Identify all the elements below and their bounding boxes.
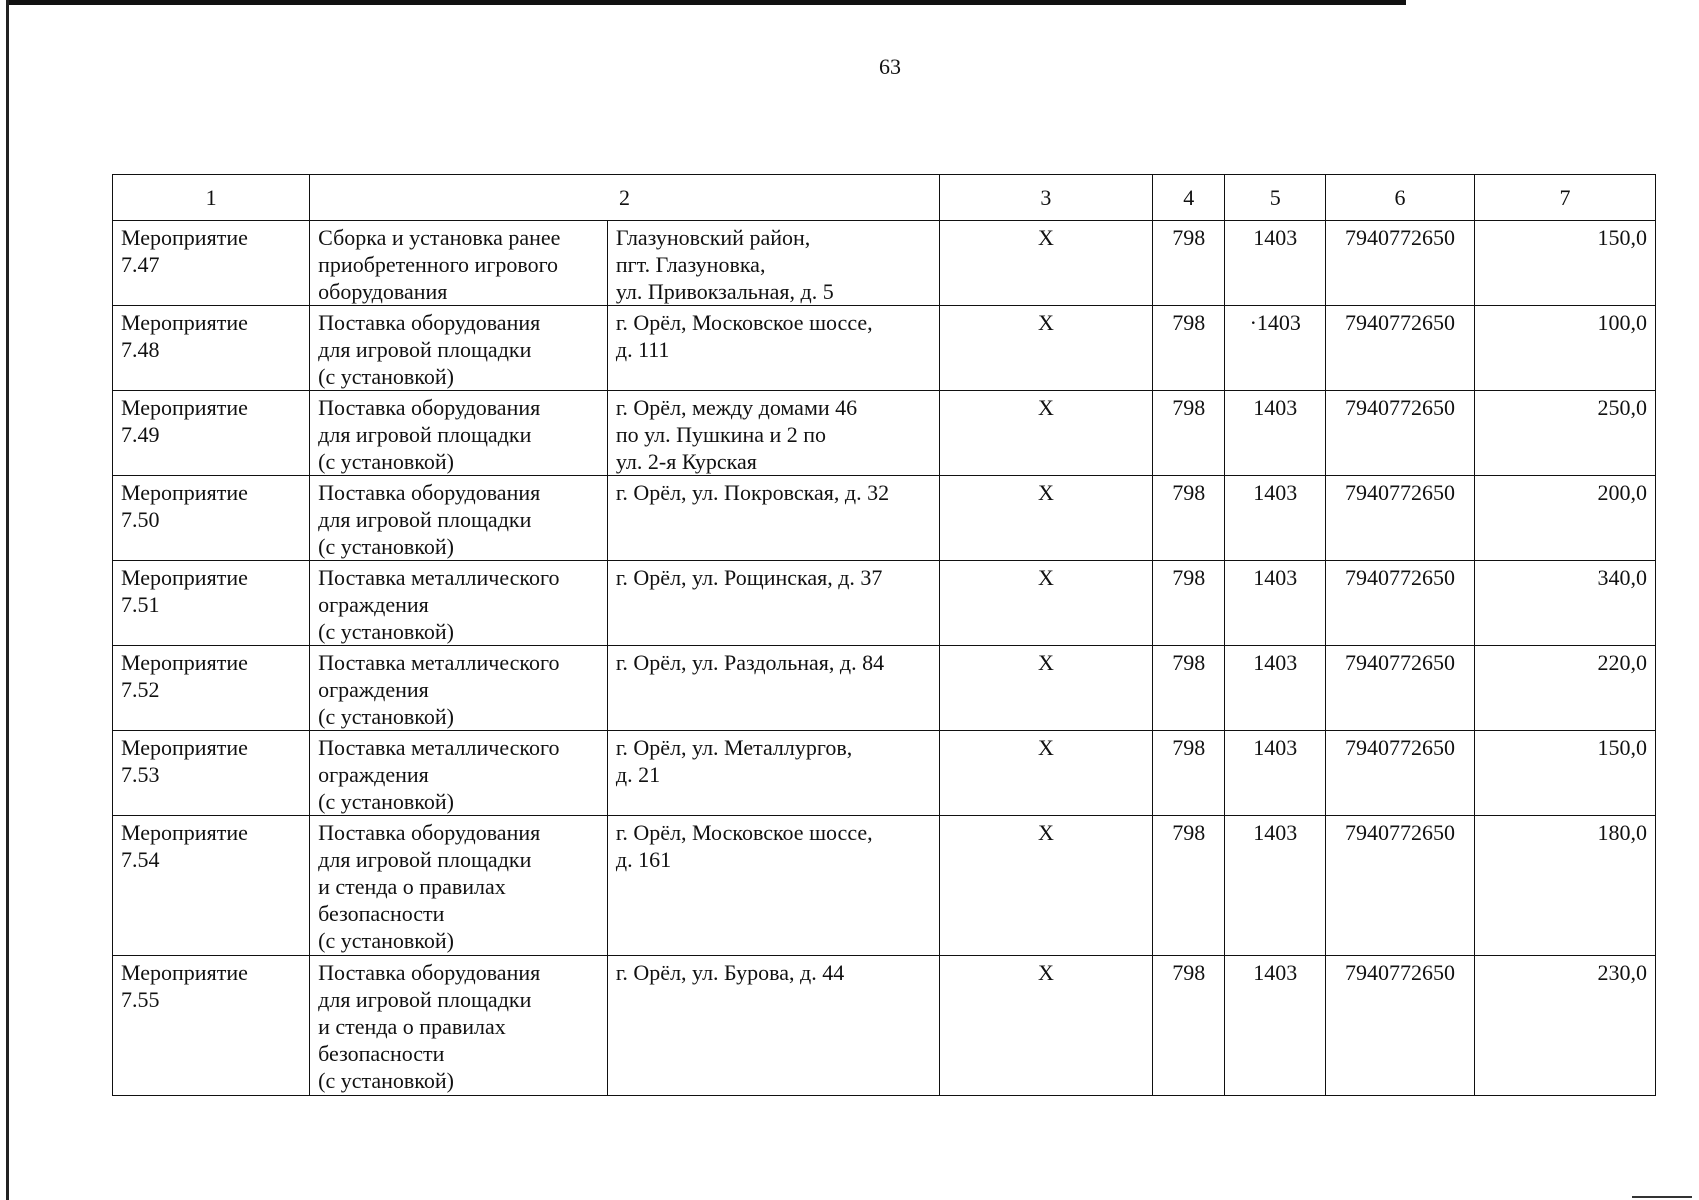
col3-cell: Х (939, 956, 1152, 1096)
event-cell (113, 221, 310, 306)
description-cell-line: (с установкой) (318, 1068, 454, 1093)
address-cell-line: г. Орёл, Московское шоссе, (615, 310, 873, 335)
event-cell (113, 731, 310, 816)
event-cell-line: Мероприятие (121, 225, 248, 250)
description-cell-line: Поставка оборудования (318, 395, 541, 420)
description-cell-line: для игровой площадки (318, 337, 532, 362)
description-cell-line: Поставка металлического (318, 735, 560, 760)
description-cell-line: (с установкой) (318, 789, 454, 814)
col4-cell: 798 (1153, 561, 1225, 646)
header-col-2: 2 (310, 175, 940, 221)
col7-cell: 230,0 (1474, 956, 1655, 1096)
address-cell (607, 816, 939, 956)
description-cell-line: приобретенного игрового (318, 252, 559, 277)
description-cell-line: безопасности (318, 901, 445, 926)
event-cell-line: Мероприятие (121, 960, 248, 985)
event-cell-line: 7.48 (121, 337, 160, 362)
col6-cell: 7940772650 (1326, 476, 1475, 561)
col5-cell: 1403 (1225, 221, 1326, 306)
event-cell-line: Мероприятие (121, 480, 248, 505)
event-cell-line: 7.49 (121, 422, 160, 447)
address-cell-line: г. Орёл, ул. Раздольная, д. 84 (615, 650, 885, 675)
description-cell-line: Поставка оборудования (318, 960, 541, 985)
description-cell-line: ограждения (318, 762, 429, 787)
col7-cell: 250,0 (1474, 391, 1655, 476)
address-cell-line: д. 21 (615, 762, 661, 787)
event-cell (113, 956, 310, 1096)
scan-top-border (6, 0, 1406, 5)
col6-cell: 7940772650 (1326, 731, 1475, 816)
table-row (113, 956, 1656, 1096)
table-row (113, 816, 1656, 956)
description-cell (310, 221, 608, 306)
description-cell-line: Сборка и установка ранее (318, 225, 561, 250)
description-cell-line: (с установкой) (318, 619, 454, 644)
event-cell (113, 561, 310, 646)
address-cell (607, 391, 939, 476)
col5-cell: ·1403 (1225, 306, 1326, 391)
col6-cell: 7940772650 (1326, 221, 1475, 306)
description-cell-line: оборудования (318, 279, 448, 304)
address-cell (607, 306, 939, 391)
address-cell-line: г. Орёл, ул. Рощинская, д. 37 (615, 565, 883, 590)
col7-cell: 220,0 (1474, 646, 1655, 731)
address-cell-line: г. Орёл, ул. Металлургов, (615, 735, 853, 760)
description-cell-line: ограждения (318, 677, 429, 702)
address-cell-line: д. 161 (615, 847, 672, 872)
event-cell-line: 7.54 (121, 847, 160, 872)
description-cell-line: (с установкой) (318, 534, 454, 559)
description-cell (310, 391, 608, 476)
event-cell-line: Мероприятие (121, 735, 248, 760)
header-col-3: 3 (939, 175, 1152, 221)
description-cell-line: (с установкой) (318, 704, 454, 729)
description-cell-line: ограждения (318, 592, 429, 617)
description-cell-line: и стенда о правилах (318, 874, 506, 899)
event-cell-line: 7.52 (121, 677, 160, 702)
description-cell (310, 816, 608, 956)
col4-cell: 798 (1153, 816, 1225, 956)
address-cell (607, 221, 939, 306)
description-cell (310, 956, 608, 1096)
col3-cell: Х (939, 646, 1152, 731)
event-cell-line: Мероприятие (121, 565, 248, 590)
description-cell-line: для игровой площадки (318, 507, 532, 532)
col5-cell: 1403 (1225, 476, 1326, 561)
scan-left-border (6, 0, 9, 1200)
col7-cell: 150,0 (1474, 731, 1655, 816)
col7-cell: 340,0 (1474, 561, 1655, 646)
header-col-4: 4 (1153, 175, 1225, 221)
events-table (112, 174, 1656, 1096)
header-col-6: 6 (1326, 175, 1475, 221)
table-row (113, 731, 1656, 816)
col3-cell: Х (939, 306, 1152, 391)
header-col-5: 5 (1225, 175, 1326, 221)
table-row (113, 476, 1656, 561)
event-cell-line: Мероприятие (121, 395, 248, 420)
col5-cell: 1403 (1225, 646, 1326, 731)
col4-cell: 798 (1153, 476, 1225, 561)
event-cell (113, 391, 310, 476)
address-cell (607, 956, 939, 1096)
description-cell-line: и стенда о правилах (318, 1014, 506, 1039)
col6-cell: 7940772650 (1326, 646, 1475, 731)
description-cell-line: для игровой площадки (318, 847, 532, 872)
table-row (113, 221, 1656, 306)
address-cell-line: по ул. Пушкина и 2 по (615, 422, 827, 447)
col3-cell: Х (939, 561, 1152, 646)
address-cell (607, 476, 939, 561)
description-cell-line: Поставка оборудования (318, 310, 541, 335)
event-cell (113, 306, 310, 391)
description-cell (310, 646, 608, 731)
description-cell-line: Поставка металлического (318, 565, 560, 590)
col7-cell: 180,0 (1474, 816, 1655, 956)
table-row (113, 561, 1656, 646)
description-cell-line: (с установкой) (318, 928, 454, 953)
col3-cell: Х (939, 731, 1152, 816)
event-cell (113, 646, 310, 731)
event-cell (113, 816, 310, 956)
event-cell-line: 7.55 (121, 987, 160, 1012)
address-cell-line: г. Орёл, Московское шоссе, (615, 820, 873, 845)
event-cell (113, 476, 310, 561)
description-cell-line: Поставка оборудования (318, 480, 541, 505)
col6-cell: 7940772650 (1326, 391, 1475, 476)
table-header (113, 175, 1656, 221)
col3-cell: Х (939, 221, 1152, 306)
col6-cell: 7940772650 (1326, 816, 1475, 956)
address-cell-line: ул. 2-я Курская (615, 449, 757, 474)
address-cell (607, 646, 939, 731)
description-cell-line: для игровой площадки (318, 987, 532, 1012)
col3-cell: Х (939, 476, 1152, 561)
description-cell-line: для игровой площадки (318, 422, 532, 447)
page-number: 63 (879, 54, 901, 79)
description-cell (310, 476, 608, 561)
col7-cell: 150,0 (1474, 221, 1655, 306)
table-row (113, 391, 1656, 476)
event-cell-line: Мероприятие (121, 310, 248, 335)
header-row (113, 175, 1656, 221)
address-cell-line: г. Орёл, между домами 46 (615, 395, 858, 420)
col4-cell: 798 (1153, 646, 1225, 731)
table-row (113, 306, 1656, 391)
event-cell-line: Мероприятие (121, 820, 248, 845)
event-cell-line: 7.47 (121, 252, 160, 277)
address-cell-line: пгт. Глазуновка, (615, 252, 766, 277)
address-cell-line: Глазуновский район, (615, 225, 811, 250)
col3-cell: Х (939, 816, 1152, 956)
table-row (113, 646, 1656, 731)
col4-cell: 798 (1153, 391, 1225, 476)
col4-cell: 798 (1153, 221, 1225, 306)
col5-cell: 1403 (1225, 956, 1326, 1096)
description-cell-line: Поставка металлического (318, 650, 560, 675)
address-cell-line: д. 111 (615, 337, 670, 362)
header-col-1: 1 (113, 175, 310, 221)
col5-cell: 1403 (1225, 731, 1326, 816)
col4-cell: 798 (1153, 731, 1225, 816)
event-cell-line: 7.50 (121, 507, 160, 532)
col6-cell: 7940772650 (1326, 306, 1475, 391)
scan-bottom-mark (1632, 1196, 1692, 1198)
col7-cell: 200,0 (1474, 476, 1655, 561)
description-cell (310, 731, 608, 816)
col4-cell: 798 (1153, 956, 1225, 1096)
col6-cell: 7940772650 (1326, 956, 1475, 1096)
col6-cell: 7940772650 (1326, 561, 1475, 646)
event-cell-line: 7.53 (121, 762, 160, 787)
col5-cell: 1403 (1225, 391, 1326, 476)
col4-cell: 798 (1153, 306, 1225, 391)
description-cell (310, 561, 608, 646)
event-cell-line: 7.51 (121, 592, 160, 617)
address-cell (607, 561, 939, 646)
description-cell (310, 306, 608, 391)
event-cell-line: Мероприятие (121, 650, 248, 675)
table-body (113, 221, 1656, 1096)
address-cell-line: ул. Привокзальная, д. 5 (615, 279, 834, 304)
col7-cell: 100,0 (1474, 306, 1655, 391)
address-cell-line: г. Орёл, ул. Бурова, д. 44 (615, 960, 845, 985)
description-cell-line: (с установкой) (318, 449, 454, 474)
address-cell-line: г. Орёл, ул. Покровская, д. 32 (615, 480, 890, 505)
description-cell-line: Поставка оборудования (318, 820, 541, 845)
description-cell-line: безопасности (318, 1041, 445, 1066)
description-cell-line: (с установкой) (318, 364, 454, 389)
col3-cell: Х (939, 391, 1152, 476)
address-cell (607, 731, 939, 816)
header-col-7: 7 (1474, 175, 1655, 221)
col5-cell: 1403 (1225, 816, 1326, 956)
col5-cell: 1403 (1225, 561, 1326, 646)
